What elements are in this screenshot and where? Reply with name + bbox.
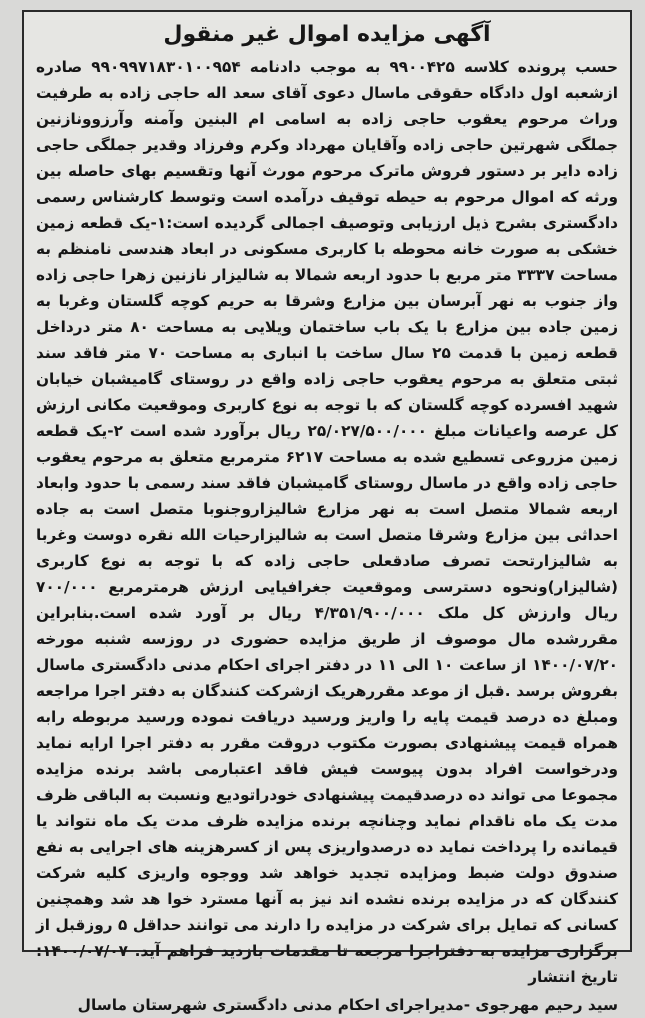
notice-title: آگهی مزایده اموال غیر منقول bbox=[163, 22, 491, 47]
notice-box bbox=[22, 10, 632, 1014]
notice-body: حسب پرونده کلاسه ۹۹۰۰۴۲۵ به موجب دادنامه ۹۹۰۹۹۷۱۸۳۰۱۰۰۹۵۴ صادره ازشعبه اول دادگاه حقوقی ماسال دعوی آقای سعد اله حاجی زاده به طرفیت وراث مرحوم یعقوب حاجی زاده به اسامی ام البنین وآمنه وآرزوونازنین جملگی شهرتین حاجی زاده وآقایان مهرداد وکرم وفرزاد وقدیر جملگی حاجی زاده دایر بر دستور فروش ماترک مرحوم مورث آنها وتقسیم بهای حاصله بین ورثه که اموال مرحوم به حیطه توقیف درآمده است وتوسط کارشناس رسمی دادگستری بشرح ذیل ارزیابی وتوصیف اجمالی گردیده است:۱-یک قطعه زمین خشکی به صورت خانه محوطه با کاربری مسکونی در ابعاد هندسی نامنظم به مساحت ۳۳۳۷ متر مربع با حدود اربعه شمالا به شالیزار نازنین زهرا حاجی زاده واز جنوب به نهر آبرسان بین مزارع وشرقا به حریم کوچه گلستان وغربا به زمین جاده بین مزارع با یک باب ساختمان ویلایی به مساحت ۸۰ متر درداخل قطعه زمین با قدمت ۲۵ سال ساخت با انباری به مساحت ۷۰ متر فاقد سند ثبتی متعلق به مرحوم یعقوب حاجی زاده واقع در روستای گامیشبان خیابان شهید افسرده کوچه گلستان که با توجه به نوع کاربری وموقعیت مکانی ارزش کل عرصه واعیانات مبلغ ۲۵/۰۲۷/۵۰۰/۰۰۰ ریال برآورد شده است ۲-یک قطعه زمین مزروعی تسطیع شده به مساحت ۶۲۱۷ مترمربع متعلق به مرحوم یعقوب حاجی زاده واقع در ماسال روستای گامیشبان فاقد سند رسمی با حدود وابعاد اربعه شمالا متصل است به نهر مزارع شالیزاروجنوبا متصل است به جاده احداثی بین مزارع وشرقا متصل است به شالیزارحیات الله نقره دوست وغربا به شالیزارتحت تصرف صادقعلی حاجی زاده که با توجه به نوع کاربری (شالیزار)ونحوه دسترسی وموقعیت جغرافیایی ارزش هرمترمربع ۷۰۰/۰۰۰ ریال وارزش کل ملک ۴/۳۵۱/۹۰۰/۰۰۰ ریال بر آورد شده است.بنابراین مقررشده مال موصوف از طریق مزایده حضوری در روزسه شنبه مورخه ۱۴۰۰/۰۷/۲۰ از ساعت ۱۰ الی ۱۱ در دفتر اجرای احکام مدنی دادگستری ماسال بفروش برسد .قبل از موعد مقررهریک ازشرکت کنندگان به دفتر اجرا مراجعه ومبلغ ده درصد قیمت پایه را واریز ورسید دریافت نموده ورسید مربوطه رابه همراه قیمت پیشنهادی بصورت مکتوب دروقت مقرر به دفتر اجرا ارایه نماید ودرخواست افراد بدون پیوست فیش فاقد اعتبارمی باشد برنده مزایده مجموعا می تواند ده درصدقیمت پیشنهادی خودراتودیع ونسبت به الباقی ظرف مدت یک ماه ناقدام نماید وچنانچه برنده مزایده ظرف مدت یک ماه نتواند یا قیمانده را پرداخت نماید ده درصدواریزی پس از کسرهزینه های اجرایی به نفع صندوق دولت ضبط ومزایده تجدید خواهد شد ووجوه واریزی کلیه شرکت کنندگان که در مزایده برنده نشده اند نیز به آنها مسترد خوا هد شد وهمچنین کسانی که تمایل برای شرکت در مزایده را دارند می توانند حداقل ۵ روزقبل از برگزاری مزایده به دفتراجرا مرجعه تا مقدمات بازدید فراهم آید. ۱۴۰۰/۰۷/۰۷: تاریخ انتشار bbox=[36, 58, 619, 986]
notice-signature: سید رحیم مهرجوی -مدیراجرای احکام مدنی دادگستری شهرستان ماسال bbox=[77, 996, 618, 1014]
